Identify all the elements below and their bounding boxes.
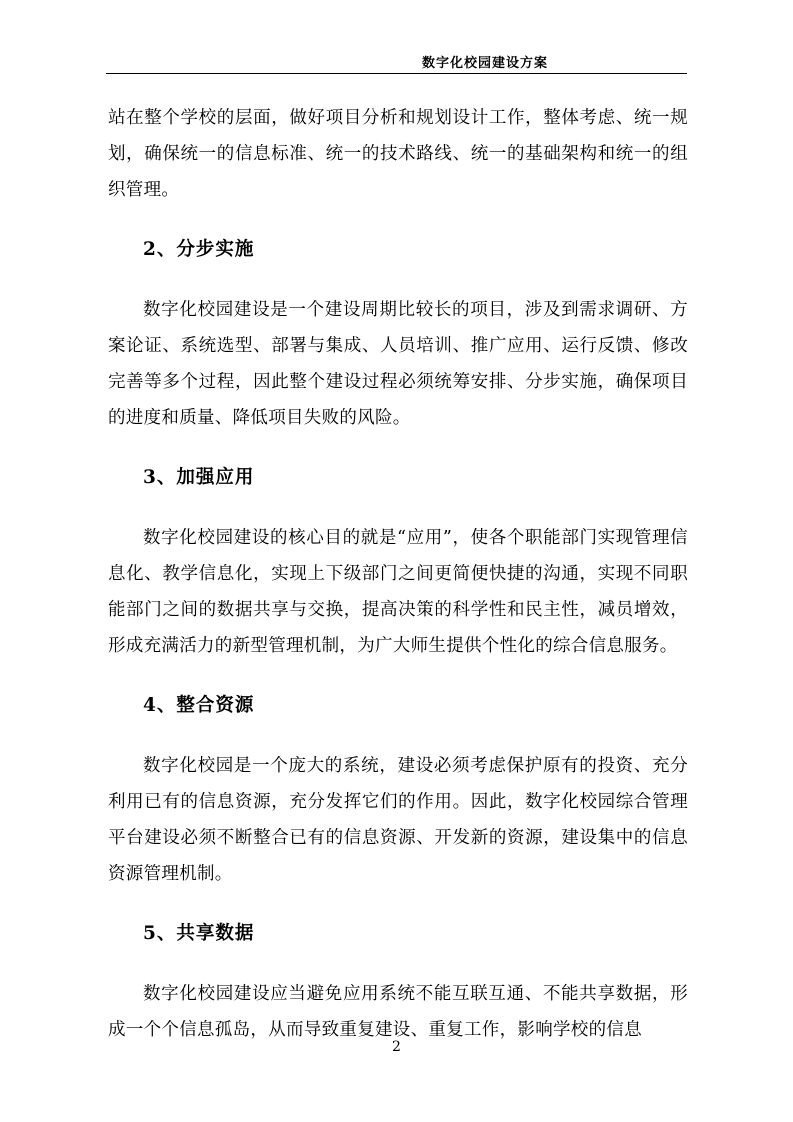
section-paragraph-integrate-resources: 数字化校园是一个庞大的系统，建设必须考虑保护原有的投资、充分利用已有的信息资源，充分发挥它们的作用。因此，数字化校园综合管理平台建设必须不断整合已有的信息资源、开发新的资源，建设集中的信息资源管理机制。 [108, 756, 688, 884]
header-divider [106, 73, 687, 74]
page-number: 2 [392, 1039, 401, 1055]
section-paragraph-step-implementation: 数字化校园建设是一个建设周期比较长的项目，涉及到需求调研、方案论证、系统选型、部署与集成、人员培训、推广应用、运行反馈、修改完善等多个过程，因此整个建设过程必须统筹安排、分步实施，确保项目的进度和质量、降低项目失败的风险。 [108, 300, 688, 428]
intro-paragraph: 站在整个学校的层面，做好项目分析和规划设计工作，整体考虑、统一规划，确保统一的信息标准、统一的技术路线、统一的基础架构和统一的组织管理。 [108, 108, 688, 200]
section-paragraph-share-data: 数字化校园建设应当避免应用系统不能互联互通、不能共享数据，形成一个个信息孤岛，从而导致重复建设、重复工作，影响学校的信息 [108, 984, 688, 1040]
section-heading-share-data: 5、共享数据 [143, 923, 255, 944]
section-heading-strengthen-application: 3、加强应用 [143, 467, 255, 488]
section-paragraph-strengthen-application: 数字化校园建设的核心目的就是“应用”，使各个职能部门实现管理信息化、教学信息化，实现上下级部门之间更简便快捷的沟通，实现不同职能部门之间的数据共享与交换，提高决策的科学性和民主性，减员增效，形成充满活力的新型管理机制，为广大师生提供个性化的综合信息服务。 [108, 528, 688, 656]
section-heading-integrate-resources: 4、整合资源 [143, 695, 255, 716]
running-header-title: 数字化校园建设方案 [421, 56, 548, 71]
document-body [108, 100, 688, 1048]
section-heading-step-implementation: 2、分步实施 [143, 239, 255, 260]
